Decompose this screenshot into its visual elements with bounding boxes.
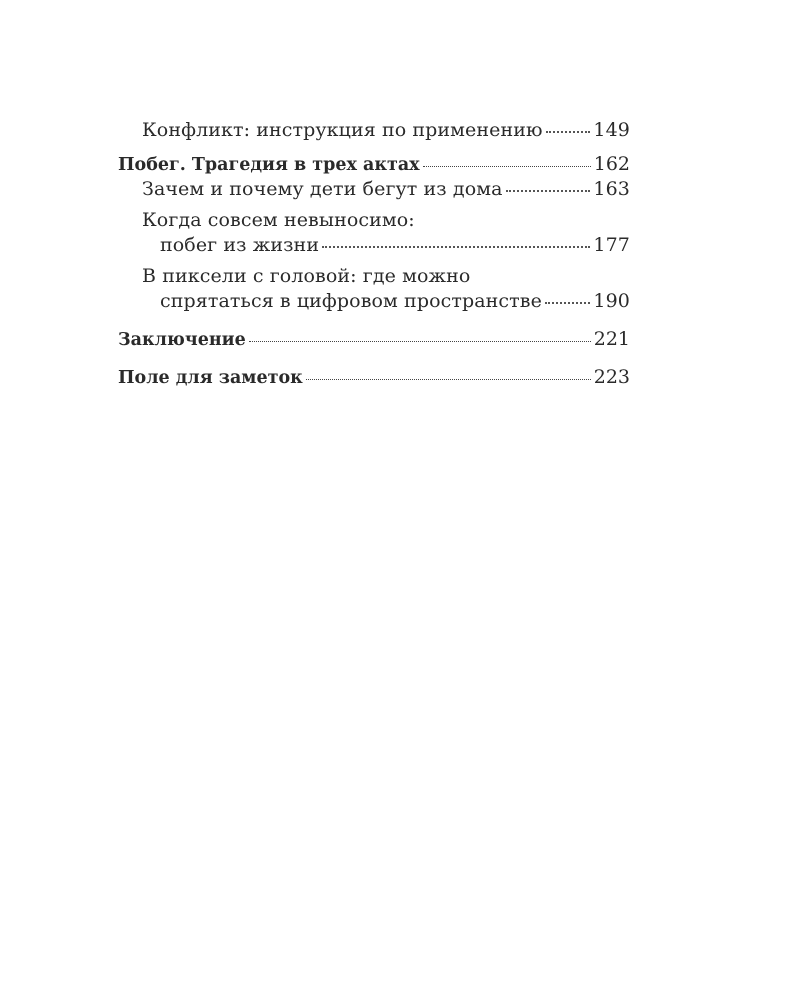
dot-leader (322, 246, 590, 248)
toc-section-escape (118, 152, 630, 177)
toc-section-title: Заключение (118, 330, 246, 350)
toc-entry-title-line2: спрятаться в цифровом пространстве (160, 290, 542, 312)
toc-entry-pixels (118, 264, 630, 314)
toc-section-notes (118, 365, 630, 390)
dot-leader (249, 341, 591, 342)
dot-leader (506, 190, 591, 192)
toc-entry-unbearable (118, 208, 630, 258)
dot-leader (545, 302, 590, 304)
toc-page-number: 162 (593, 153, 630, 175)
toc-section-conclusion (118, 327, 630, 352)
toc-entry-title-line2: побег из жизни (160, 234, 320, 256)
toc-section-title: Поле для заметок (118, 368, 303, 388)
toc-page-number: 190 (593, 290, 630, 312)
toc-page-number: 149 (593, 119, 630, 141)
toc-page-number: 163 (593, 178, 630, 200)
toc-entry-why-children-run (118, 177, 630, 202)
toc-entry-title-line1: В пиксели с головой: где можно (142, 265, 471, 287)
dot-leader (546, 131, 591, 133)
toc-entry-title-line1: Когда совсем невыносимо: (142, 209, 415, 231)
toc-entry-conflict (118, 118, 630, 143)
table-of-contents (118, 118, 630, 390)
toc-page-number: 221 (593, 328, 630, 350)
toc-section-title: Побег. Трагедия в трех актах (118, 155, 420, 175)
toc-entry-title: Конфликт: инструкция по применению (142, 119, 543, 141)
toc-entry-title: Зачем и почему дети бегут из дома (142, 178, 503, 200)
toc-page-number: 177 (593, 234, 630, 256)
toc-page-number: 223 (593, 366, 630, 388)
dot-leader (306, 379, 591, 380)
dot-leader (423, 166, 591, 167)
